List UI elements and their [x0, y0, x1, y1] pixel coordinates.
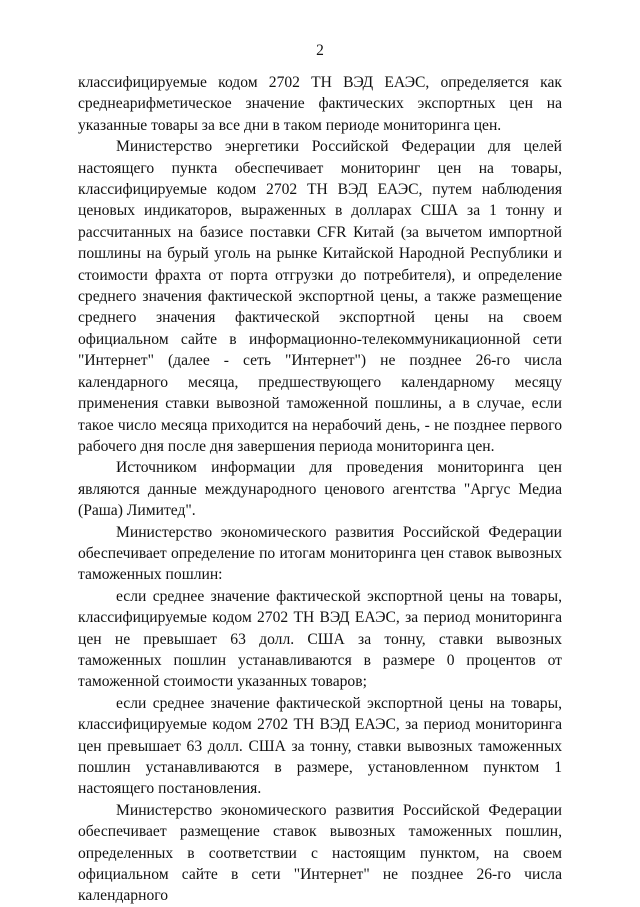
paragraph-continuation: классифицируемые кодом 2702 ТН ВЭД ЕАЭС, определяется как среднеарифметическое значение фактических экспортных цен на указанные товары за все дни в таком периоде мониторинга цен.	[78, 74, 562, 134]
paragraph-rates-publication: Министерство экономического развития Российской Федерации обеспечивает размещение ставок вывозных таможенных пошлин, определенных в соответствии с настоящим пунктом, на своем официальном сайте в сети "Интернет" не позднее 26-го числа календарного	[78, 801, 562, 905]
paragraph-condition-exceeding: если среднее значение фактической экспортной цены на товары, классифицируемые кодом 2702 ТН ВЭД ЕАЭС, за период мониторинга цен превышает 63 долл. США за тонну, ставки вывозных таможенных пошлин устанавливаются в размере, установленном пунктом 1 настоящего постановления.	[78, 694, 562, 798]
paragraph-information-source: Источником информации для проведения мониторинга цен являются данные международного ценового агентства "Аргус Медиа (Раша) Лимитед".	[78, 459, 562, 520]
document-body	[78, 72, 562, 907]
paragraph-ministry-economy-determination: Министерство экономического развития Российской Федерации обеспечивает определение по итогам мониторинга цен ставок вывозных таможенных пошлин:	[78, 523, 562, 584]
paragraph-ministry-energy-monitoring: Министерство энергетики Российской Федерации для целей настоящего пункта обеспечивает мониторинг цен на товары, классифицируемые кодом 2702 ТН ВЭД ЕАЭС, путем наблюдения ценовых индикаторов, выраженных в долларах США за 1 тонну и рассчитанных на базисе поставки CFR Китай (за вычетом импортной пошлины на бурый уголь на рынке Китайской Народной Республики и стоимости фрахта от порта отгрузки до потребителя), и определение среднего значения фактической экспортной цены, а также размещение среднего значения фактической экспортной цены на своем официальном сайте в информационно-телекоммуникационной сети "Интернет" (далее - сеть "Интернет") не позднее 26-го числа календарного месяца, предшествующего календарному месяцу применения ставки вывозной таможенной пошлины, а в случае, если такое число месяца приходится на нерабочий день, - не позднее первого рабочего дня после дня завершения периода мониторинга цен.	[78, 138, 562, 455]
paragraph-condition-not-exceeding: если среднее значение фактической экспортной цены на товары, классифицируемые кодом 2702 ТН ВЭД ЕАЭС, за период мониторинга цен не превышает 63 долл. США за тонну, ставки вывозных таможенных пошлин устанавливаются в размере 0 процентов от таможенной стоимости указанных товаров;	[78, 587, 562, 691]
page-number: 2	[316, 42, 324, 59]
